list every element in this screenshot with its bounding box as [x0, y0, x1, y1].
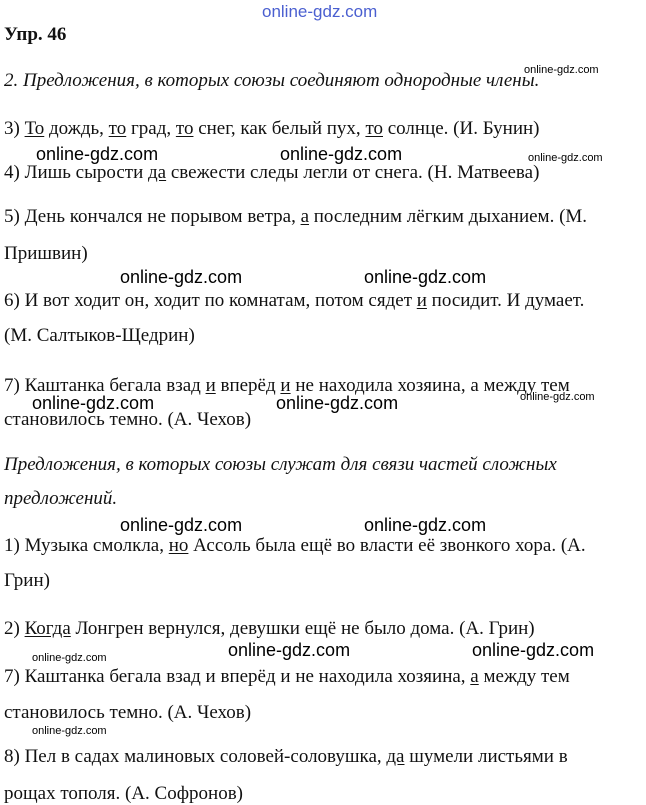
sentence-7b-line-2: становилось темно. (А. Чехов)	[4, 702, 252, 723]
watermark: online-gdz.com	[520, 391, 595, 403]
text: Ассоль была ещё во власти её звонкого хора. (А.	[188, 535, 586, 556]
watermark: online-gdz.com	[472, 640, 595, 660]
sentence-8-line-2: рощах тополя. (А. Софронов)	[4, 783, 244, 804]
text: 5) День кончался не порывом ветра,	[4, 206, 301, 227]
watermark: online-gdz.com	[120, 515, 243, 535]
watermark: online-gdz.com	[276, 393, 399, 413]
text: дождь,	[44, 118, 109, 139]
sentence-1-line-2: Грин)	[4, 570, 50, 591]
watermark: online-gdz.com	[36, 144, 159, 164]
text: 8) Пел в садах малиновых соловей-соловушка,	[4, 746, 387, 767]
text: Лонгрен вернулся, девушки ещё не было дома. (А. Грин)	[70, 618, 535, 639]
conjunction: Когда	[24, 618, 71, 639]
watermark-top: online-gdz.com	[262, 2, 378, 21]
watermark: online-gdz.com	[528, 152, 603, 164]
sentence-5-line-1	[4, 206, 587, 228]
conjunction: то	[108, 118, 127, 139]
text: 7) Каштанка бегала взад и вперёд и не находила хозяина,	[4, 666, 471, 687]
sentence-8-line-1	[4, 746, 568, 768]
sentence-number: 2)	[4, 618, 25, 639]
heading-homogeneous: 2. Предложения, в которых союзы соединяют однородные члены.	[4, 70, 540, 91]
watermark: online-gdz.com	[32, 652, 107, 664]
text: свежести следы легли от снега. (Н. Матвеева)	[166, 162, 540, 183]
text: шумели листьями в	[404, 746, 568, 767]
sentence-6-line-1	[4, 290, 584, 312]
watermark: online-gdz.com	[364, 267, 487, 287]
sentence-number: 3)	[4, 118, 25, 139]
text: посидит. И думает.	[426, 290, 585, 311]
sentence-7a-line-2: становилось темно. (А. Чехов)	[4, 409, 252, 430]
sentence-1-line-1	[4, 535, 586, 557]
conjunction: да	[148, 162, 167, 183]
conjunction: и	[205, 375, 216, 396]
text: 7) Каштанка бегала взад	[4, 375, 206, 396]
watermark: online-gdz.com	[228, 640, 351, 660]
text: последним лёгким дыханием. (М.	[309, 206, 588, 227]
sentence-4	[4, 162, 539, 184]
sentence-3	[4, 118, 540, 140]
sentence-7b-line-1	[4, 666, 570, 688]
conjunction: но	[168, 535, 189, 556]
text: 1) Музыка смолкла,	[4, 535, 169, 556]
conjunction: а	[470, 666, 479, 687]
sentence-5-line-2: Пришвин)	[4, 243, 88, 264]
watermark: online-gdz.com	[32, 393, 155, 413]
conjunction: да	[386, 746, 405, 767]
conjunction: То	[24, 118, 45, 139]
sentence-6-line-2: (М. Салтыков-Щедрин)	[4, 325, 195, 346]
text: снег, как белый пух,	[193, 118, 366, 139]
sentence-2	[4, 618, 535, 640]
text: вперёд	[215, 375, 281, 396]
watermark: online-gdz.com	[524, 64, 599, 76]
text: 4) Лишь сырости	[4, 162, 149, 183]
watermark: online-gdz.com	[120, 267, 243, 287]
text: не находила хозяина, а между тем	[290, 375, 570, 396]
exercise-title: Упр. 46	[4, 24, 67, 45]
text: 6) И вот ходит он, ходит по комнатам, потом сядет	[4, 290, 417, 311]
text: между тем	[478, 666, 570, 687]
conjunction: а	[300, 206, 310, 227]
watermark: online-gdz.com	[280, 144, 403, 164]
conjunction: то	[175, 118, 194, 139]
conjunction: и	[280, 375, 291, 396]
heading-complex-line-2: предложений.	[4, 488, 118, 509]
text: солнце. (И. Бунин)	[383, 118, 540, 139]
watermark: online-gdz.com	[32, 725, 107, 737]
conjunction: то	[365, 118, 383, 139]
watermark: online-gdz.com	[364, 515, 487, 535]
heading-complex-line-1: Предложения, в которых союзы служат для связи частей сложных	[4, 454, 557, 475]
conjunction: и	[416, 290, 427, 311]
text: град,	[126, 118, 176, 139]
